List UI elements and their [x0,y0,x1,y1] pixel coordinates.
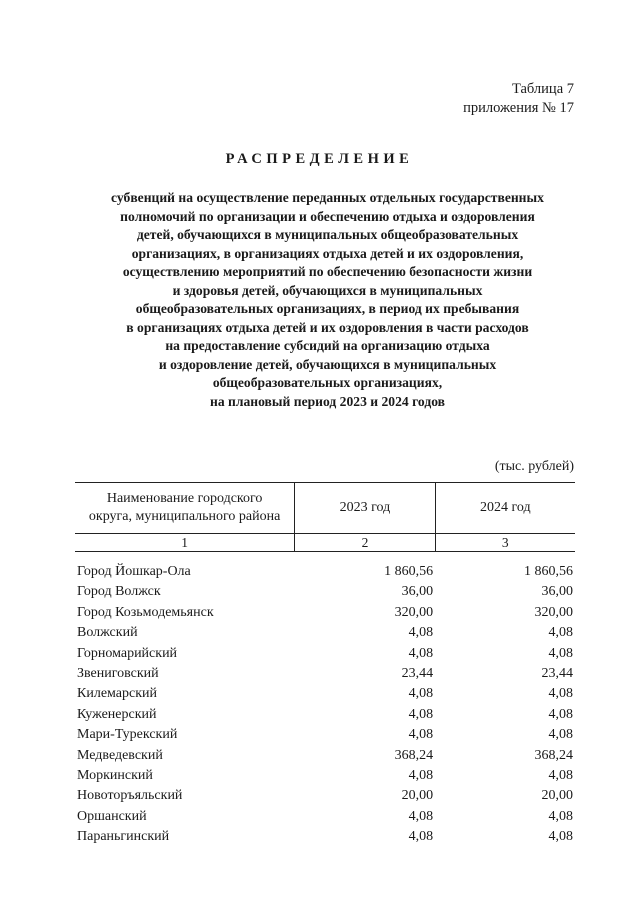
value-2023: 23,44 [401,666,434,682]
column-number-1: 1 [75,534,295,552]
value-2024: 4,08 [548,706,573,722]
column-number-2: 2 [295,534,435,552]
column-number-3: 3 [435,534,575,552]
value-2023: 320,00 [394,604,434,620]
table-row [75,725,575,745]
table-number: Таблица 7 [511,81,574,97]
subtitle-line: общеобразовательных организациях, [212,375,443,390]
subtitle-line: и оздоровление детей, обучающихся в муниципальных [158,356,497,372]
value-2024: 4,08 [548,625,573,641]
subtitle-line: на предоставление субсидий на организацию отдыха [165,338,490,353]
municipality-name: Горномарийский [77,645,178,661]
table-row [75,664,575,684]
table-reference [463,80,574,118]
municipality-name: Куженерский [77,706,157,722]
municipality-name: Медведевский [77,747,163,763]
value-2024: 4,08 [548,645,573,661]
value-2024: 368,24 [534,747,573,763]
value-2024: 1 860,56 [524,564,573,579]
value-2024: 4,08 [548,686,573,702]
value-2023: 4,08 [408,686,434,702]
table-row [75,786,575,806]
distribution-table [75,482,575,848]
subtitle-line: на плановый период 2023 и 2024 годов [209,393,446,409]
appendix-number: приложения № 17 [463,100,574,116]
table-row [75,623,575,643]
value-2023: 4,08 [408,625,434,641]
municipality-name: Город Волжск [77,584,161,600]
municipality-name: Килемарский [77,686,158,702]
value-2024: 4,08 [548,727,573,743]
table-row [75,562,575,582]
header-municipality-line2: округа, муниципального района [88,509,281,524]
document-subtitle [40,189,615,411]
value-2024: 4,08 [548,768,573,784]
table-row [75,827,575,847]
table-row [75,582,575,602]
table-row [75,807,575,827]
subtitle-line: осуществлению мероприятий по обеспечению безопасности жизни [122,264,533,279]
header-2023: 2023 год [295,483,435,534]
municipality-name: Город Йошкар-Ола [77,564,191,579]
municipality-name: Моркинский [77,768,153,784]
value-2023: 4,08 [408,706,434,722]
value-2023: 4,08 [408,829,434,845]
subtitle-line: полномочий по организации и обеспечению отдыха и оздоровления [120,208,535,224]
document-title: РАСПРЕДЕЛЕНИЕ [225,151,414,167]
table-row [75,684,575,704]
value-2023: 1 860,56 [384,564,434,579]
subtitle-line: организациях, в организациях отдыха детей и их оздоровления, [131,245,524,261]
header-2024: 2024 год [435,483,575,534]
value-2023: 4,08 [408,768,434,784]
value-2023: 368,24 [394,747,434,763]
units-label: (тыс. рублей) [494,459,574,474]
value-2023: 4,08 [408,645,434,661]
value-2024: 23,44 [541,666,573,682]
subtitle-line: и здоровья детей, обучающихся в муниципальных [172,282,483,298]
subtitle-line: общеобразовательных организациях, в период их пребывания [135,301,520,316]
value-2024: 4,08 [548,829,573,845]
municipality-name: Оршанский [77,808,147,824]
value-2023: 20,00 [401,788,434,804]
municipality-name: Новоторъяльский [77,788,183,804]
header-municipality-line1: Наименование городского [106,491,263,506]
municipality-name: Мари-Турекский [77,727,178,743]
table-row [75,766,575,786]
value-2023: 36,00 [401,584,434,600]
subtitle-line: субвенций на осуществление переданных отдельных государственных [111,190,544,205]
value-2023: 4,08 [408,808,434,824]
table-row [75,705,575,725]
municipality-name: Звениговский [77,666,159,682]
municipality-name: Город Козьмодемьянск [77,604,214,620]
municipality-name: Волжский [77,625,138,641]
table-row [75,603,575,623]
municipality-name: Параньгинский [77,829,170,845]
table-body [75,552,575,848]
value-2024: 320,00 [534,604,573,620]
table-row [75,644,575,664]
value-2023: 4,08 [408,727,434,743]
value-2024: 20,00 [541,788,573,804]
subtitle-line: в организациях отдыха детей и их оздоровления в части расходов [126,319,529,335]
value-2024: 36,00 [541,584,573,600]
header-municipality [75,483,295,534]
table-row [75,746,575,766]
subtitle-line: детей, обучающихся в муниципальных общеобразовательных [136,227,519,242]
value-2024: 4,08 [548,808,573,824]
